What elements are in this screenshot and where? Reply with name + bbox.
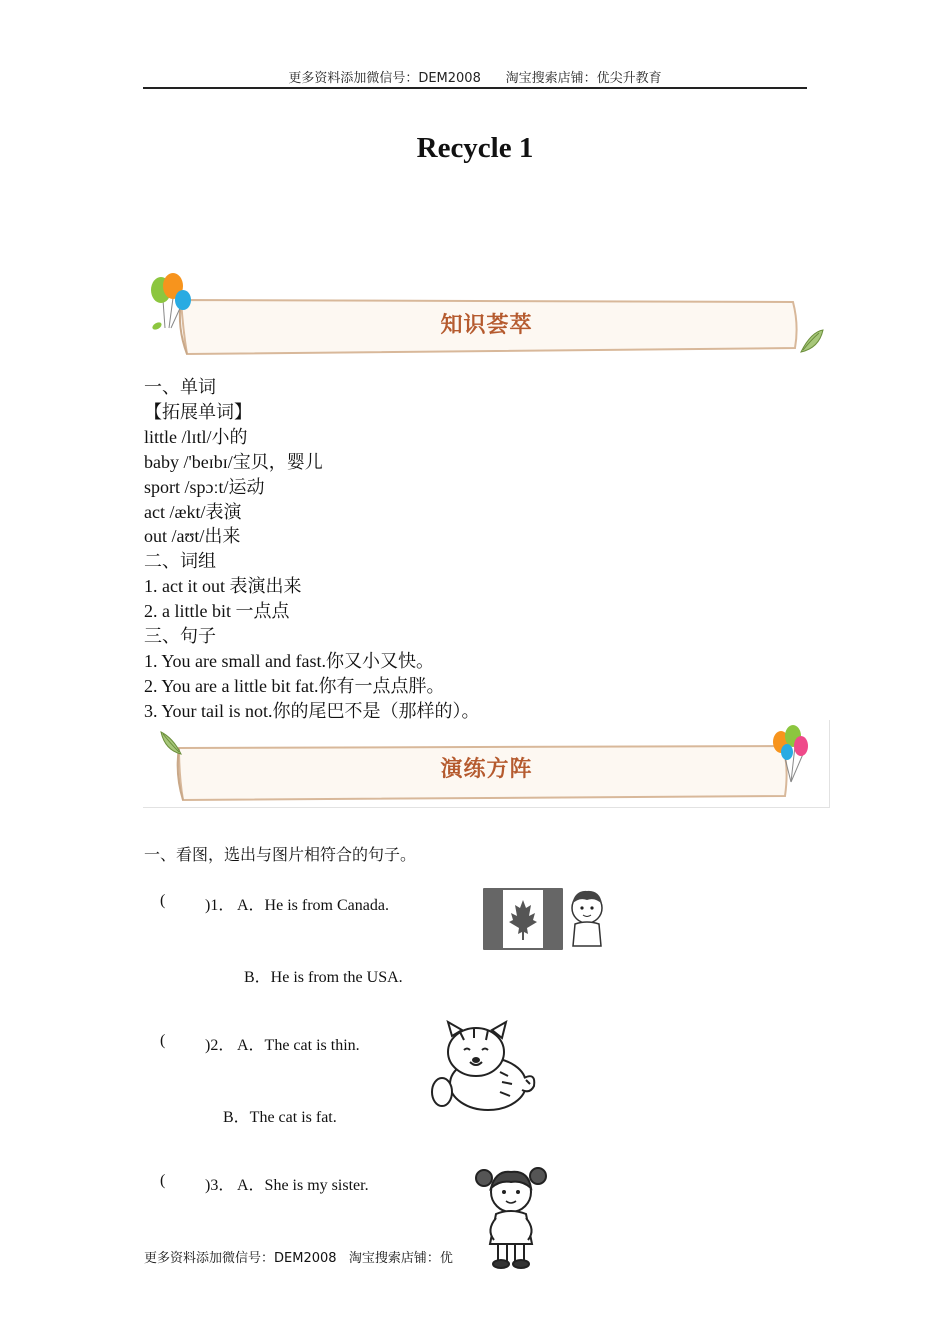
extended-words-label: 【拓展单词】 <box>144 402 252 422</box>
canada-flag-boy-image <box>483 886 611 952</box>
option-a: A．She is my sister. <box>237 1177 369 1194</box>
girl-image <box>472 1164 552 1272</box>
option-b: B．The cat is fat. <box>223 1109 337 1126</box>
section-phrases-heading: 二、词组 <box>144 551 216 571</box>
question-number: )3． <box>205 1177 235 1194</box>
header-divider <box>143 87 807 89</box>
boy-icon <box>572 891 602 946</box>
option-a: A．He is from Canada. <box>237 897 389 914</box>
word-item: sport /spɔːt/运动 <box>144 477 265 497</box>
option-a: A．The cat is thin. <box>237 1037 360 1054</box>
sentence-item: 2. You are a little bit fat.你有一点点胖。 <box>144 676 445 696</box>
practice-instruction: 一、看图，选出与图片相符合的句子。 <box>144 847 417 864</box>
sentence-item: 1. You are small and fast.你又小又快。 <box>144 651 434 671</box>
word-item: little /lɪtl/小的 <box>144 427 248 447</box>
word-item: act /ækt/表演 <box>144 502 242 522</box>
fat-tiger-cat-image <box>430 1020 538 1114</box>
answer-bracket-open: ( <box>160 1032 166 1049</box>
sentence-item: 3. Your tail is not.你的尾巴不是（那样的）。 <box>144 701 480 721</box>
phrase-item: 1. act it out 表演出来 <box>144 576 302 596</box>
option-b: B．He is from the USA. <box>244 969 403 986</box>
section-words-heading: 一、单词 <box>144 377 216 397</box>
word-item: baby /'beɪbɪ/宝贝，婴儿 <box>144 452 323 472</box>
fat-cat-icon <box>432 1022 534 1110</box>
knowledge-banner-label: 知识荟萃 <box>440 313 533 338</box>
practice-banner-label: 演练方阵 <box>440 757 533 782</box>
canada-flag-icon <box>484 889 562 949</box>
section-sentences-heading: 三、句子 <box>144 626 216 646</box>
answer-bracket-open: ( <box>160 892 166 909</box>
knowledge-banner <box>143 270 830 366</box>
phrase-item: 2. a little bit 一点点 <box>144 601 290 621</box>
page-header: 更多资料添加微信号：DEM2008 淘宝搜索店铺：优尖升教育 <box>288 71 662 86</box>
page-title: Recycle 1 <box>416 132 534 164</box>
leaf-icon <box>161 732 181 754</box>
question-number: )1． <box>205 897 235 914</box>
question-number: )2． <box>205 1037 235 1054</box>
page-footer: 更多资料添加微信号：DEM2008 淘宝搜索店铺：优 <box>144 1251 453 1266</box>
practice-banner <box>143 720 830 808</box>
word-item: out /aʊt/出来 <box>144 526 241 546</box>
girl-icon <box>476 1168 546 1268</box>
answer-bracket-open: ( <box>160 1172 166 1189</box>
